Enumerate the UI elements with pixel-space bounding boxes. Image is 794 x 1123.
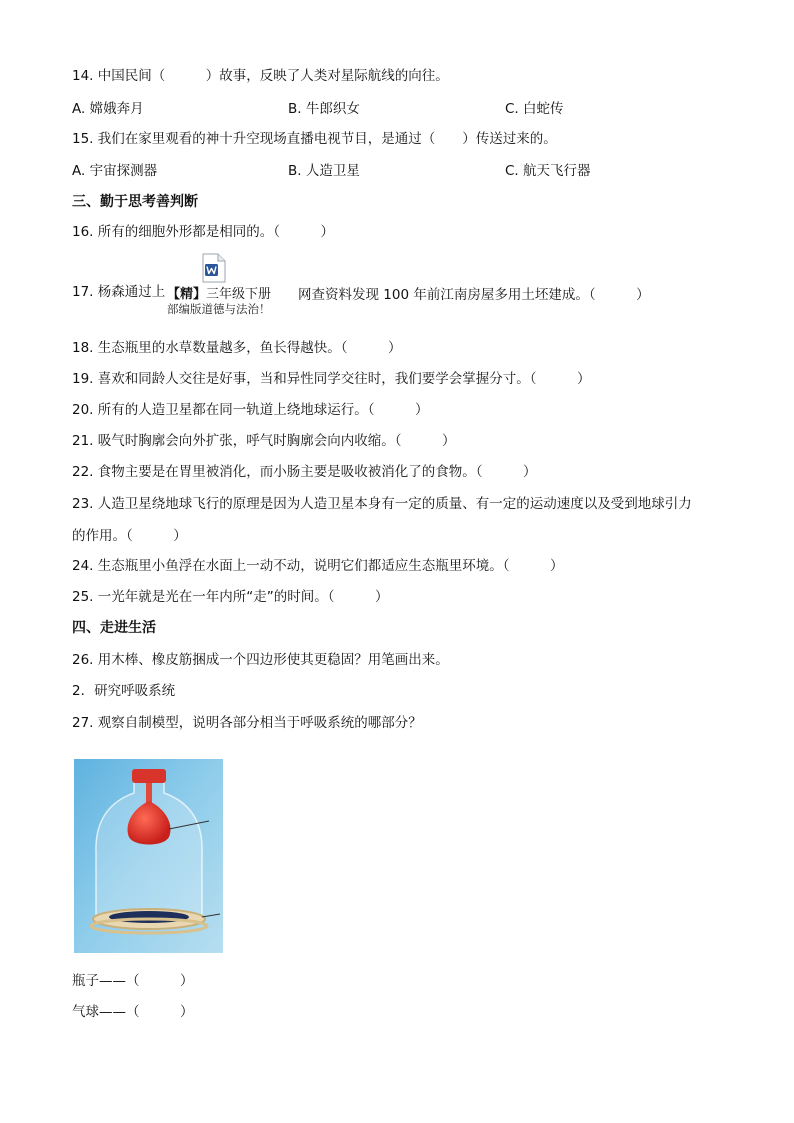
q14-option-c: C. 白蛇传 [505,101,564,117]
q17-start: 17. 杨森通过上 [72,284,166,300]
answer-balloon: 气球——（ ） [72,1004,194,1020]
q24-text: 24. 生态瓶里小鱼浮在水面上一动不动，说明它们都适应生态瓶里环境。（ ） [72,558,564,574]
q15-option-c: C. 航天飞行器 [505,163,591,179]
q21-text: 21. 吸气时胸廓会向外扩张，呼气时胸廓会向内收缩。（ ） [72,433,456,449]
q26-text: 26. 用木棒、橡皮筋捆成一个四边形使其更稳固？用笔画出来。 [72,652,449,668]
q25-text: 25. 一光年就是光在一年内所“走”的时间。（ ） [72,589,389,605]
q22-text: 22. 食物主要是在胃里被消化，而小肠主要是吸收被消化了的食物。（ ） [72,464,537,480]
q27-text: 27. 观察自制模型，说明各部分相当于呼吸系统的哪部分？ [72,715,422,731]
embedded-doc-subtitle: 部编版道德与法治！ [167,302,271,316]
q14-text: 14. 中国民间（ ）故事，反映了人类对星际航线的向往。 [72,68,449,84]
q18-text: 18. 生态瓶里的水草数量越多，鱼长得越快。（ ） [72,340,402,356]
q15-text: 15. 我们在家里观看的神十升空现场直播电视节目，是通过（ ）传送过来的。 [72,131,557,147]
q16-text: 16. 所有的细胞外形都是相同的。（ ） [72,224,335,240]
word-document-icon[interactable] [202,253,226,283]
section-3-heading: 三、勤于思考善判断 [72,194,198,210]
q19-text: 19. 喜欢和同龄人交往是好事，当和异性同学交往时，我们要学会掌握分寸。（ ） [72,371,591,387]
q15-option-a: A. 宇宙探测器 [72,163,158,179]
q17-rest: 网查资料发现 100 年前江南房屋多用土坯建成。（ ） [298,287,650,303]
q15-option-b: B. 人造卫星 [288,163,360,179]
embedded-doc-tag: 【精】 [167,287,207,302]
subsection-2-heading: 2．研究呼吸系统 [72,683,176,699]
q20-text: 20. 所有的人造卫星都在同一轨道上绕地球运行。（ ） [72,402,429,418]
embedded-doc-link[interactable] [167,283,271,302]
q23-text-line1: 23. 人造卫星绕地球飞行的原理是因为人造卫星本身有一定的质量、有一定的运动速度以及受到地球引力 [72,496,692,512]
answer-bottle: 瓶子——（ ） [72,973,194,989]
q23-text-line2: 的作用。（ ） [72,528,187,544]
section-4-heading: 四、走进生活 [72,620,156,636]
q14-option-b: B. 牛郎织女 [288,101,360,117]
breathing-model-photo [74,759,223,953]
q14-option-a: A. 嫦娥奔月 [72,101,144,117]
embedded-doc-title: 三年级下册 [206,287,272,302]
